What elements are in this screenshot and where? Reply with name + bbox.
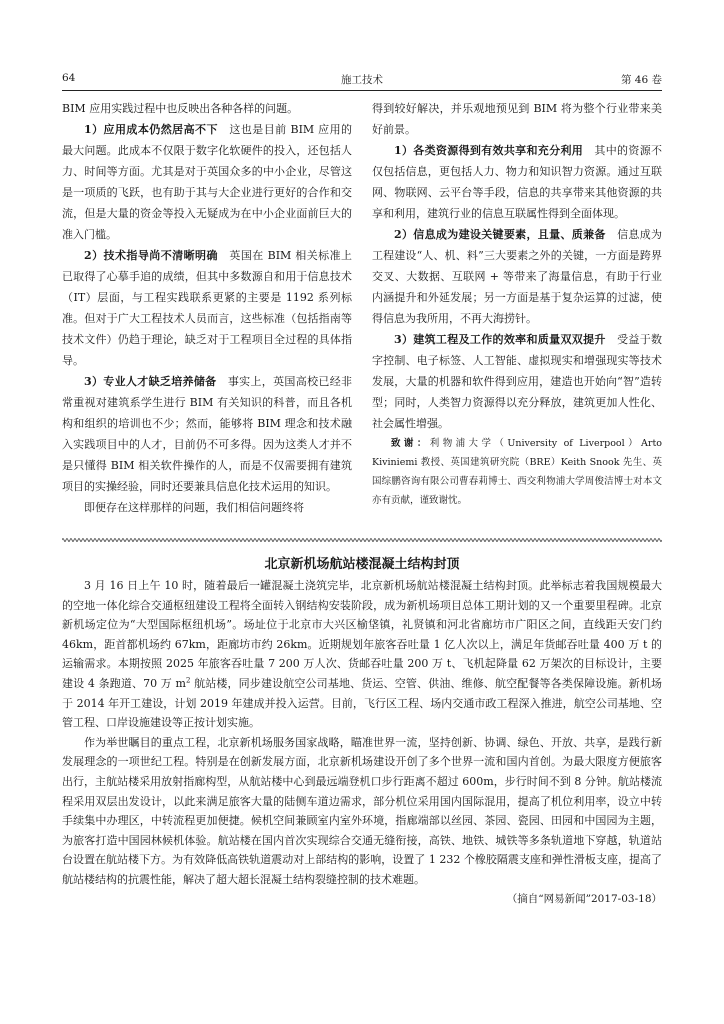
acknowledgement xyxy=(372,434,662,510)
point-heading: 3）专业人才缺乏培养储备 xyxy=(84,375,217,388)
point-body: 信息成为工程建设“人、机、料”三大要素之外的关键，一方面是跨界交叉、大数据、互联网 + 等带来了海量信息，有助于行业内涵提升和外延发展；另一方面是基于复杂运算的过滤，使得信息为我所用，不再大海捞针。 xyxy=(372,228,663,325)
news-article xyxy=(62,576,662,909)
paragraph xyxy=(372,329,662,434)
acknowledgement-heading: 致谢： xyxy=(391,438,430,449)
running-header xyxy=(62,72,662,88)
paragraph xyxy=(62,576,662,733)
point-heading: 2）信息成为建设关键要素，且量、质兼备 xyxy=(394,228,606,241)
paragraph xyxy=(372,140,662,224)
volume-label: 第 46 卷 xyxy=(620,74,662,86)
right-column xyxy=(372,98,662,510)
news-text: 3 月 16 日上午 10 时，随着最后一罐混凝土浇筑完毕，北京新机场航站楼混凝土结构封顶。此举标志着我国规模最大的空地一体化综合交通枢纽建设工程将全面转入钢结构安装阶段，成为新机场项目总体工期计划的又一个重要里程碑。北京新机场定位为“大型国际枢纽机场”。场址位于北京市大兴区榆垡镇，礼贤镇和河北省廊坊市广阳区之间，直线距天安门约 46km，距首都机场约 67km，距廊坊市约 26km。近期规划年旅客吞吐量 1 亿人次以上，满足年货邮吞吐量 400 万 t 的运输需求。本期按照 2025 年旅客吞吐量 7 200 万人次、货邮吞吐量 200 万 t、飞机起降量 62 万架次的目标设计，主要建设 4 条跑道、70 万 m xyxy=(62,579,662,690)
superscript: 2 xyxy=(186,676,191,685)
paragraph: 即便存在这样那样的问题，我们相信问题终将 xyxy=(84,501,304,514)
paragraph: BIM 应用实践过程中也反映出各种各样的问题。 xyxy=(62,102,299,115)
header-rule xyxy=(62,90,662,91)
point-heading: 1）应用成本仍然居高不下 xyxy=(84,123,218,136)
point-body: 这也是目前 BIM 应用的最大问题。此成本不仅限于数字化软硬件的投入，还包括人力、时间等方面。尤其是对于英国众多的中小企业，尽管这是一项质的飞跃，也有助于其与大企业进行更好的合作和交流，但是大量的资金等投入无疑成为在中小企业面前巨大的准入门槛。 xyxy=(62,123,353,241)
wavy-separator xyxy=(62,536,662,544)
page-number: 64 xyxy=(62,72,76,84)
paragraph xyxy=(62,119,352,245)
news-source: （摘自“网易新闻”2017-03-18） xyxy=(506,892,662,905)
point-heading: 3）建筑工程及工作的效率和质量双双提升 xyxy=(394,333,606,346)
left-column xyxy=(62,98,352,518)
journal-name: 施工技术 xyxy=(341,74,383,86)
point-body: 英国在 BIM 相关标准上已取得了心摹手追的成绩，但其中多数源自和用于信息技术（IT）层面，与工程实践联系更紧的主要是 1192 系列标准。但对于广大工程技术人员而言，这些标准（包括指南等技术文件）仍趋于理论，缺乏对于工程项目全过程的具体指导。 xyxy=(62,249,353,367)
paragraph: 得到较好解决，并乐观地预见到 BIM 将为整个行业带来美好前景。 xyxy=(372,102,662,136)
point-heading: 2）技术指导尚不清晰明确 xyxy=(84,249,218,262)
paragraph xyxy=(372,224,662,329)
acknowledgement-body: 利物浦大学（University of Liverpool）Arto Kiviniemi 教授、英国建筑研究院（BRE）Keith Snook 先生、英国综鹏咨询有限公司曹春莉博士、西交利物浦大学周俊洁博士对本文亦有贡献，谨致谢忱。 xyxy=(372,438,662,506)
point-body: 受益于数字控制、电子标签、人工智能、虚拟现实和增强现实等技术发展，大量的机器和软件得到应用，建造也开始向“智”造转型；同时，人类智力资源得以充分释放，建筑更加人性化、社会属性增强。 xyxy=(372,333,663,430)
point-body: 事实上，英国高校已经非常重视对建筑系学生进行 BIM 有关知识的科普，而且各机构和组织的培训也不少；然而，能够将 BIM 理念和技术融入实践项目中的人才，目前仍不可多得。因为这类人才并不是只懂得 BIM 相关软件操作的人，而是不仅需要拥有建筑项目的实操经验，同时还要兼具信息化技术运用的知识。 xyxy=(62,375,353,493)
news-title: 北京新机场航站楼混凝土结构封顶 xyxy=(264,557,460,572)
paragraph xyxy=(62,245,352,371)
news-text: 航站楼，同步建设航空公司基地、货运、空管、供油、维修、航空配餐等各类保障设施。新机场于 2014 年开工建设，计划 2019 年建成并投入运营。目前，飞行区工程、场内交通市政工程深入推进，航空公司基地、空管工程、口岸设施建设等正按计划实施。 xyxy=(62,676,662,730)
point-body: 其中的资源不仅包括信息，更包括人力、物力和知识智力资源。通过互联网、物联网、云平台等手段，信息的共享带来其他资源的共享和利用，建筑行业的信息互联属性得到全面体现。 xyxy=(372,144,663,220)
point-heading: 1）各类资源得到有效共享和充分利用 xyxy=(394,144,584,157)
paragraph: 作为举世瞩目的重点工程，北京新机场服务国家战略，瞄准世界一流，坚持创新、协调、绿色、开放、共享，是践行新发展理念的一项世纪工程。特别是在创新发展方面，北京新机场建设开创了多个世界一流和国内首创。为最大限度方便旅客出行，主航站楼采用放射指廊构型，从航站楼中心到最远端登机口步行距离不超过 600m，步行时间不到 8 分钟。航站楼流程采用双层出发设计，以此来满足旅客大量的陆侧车道边需求，部分机位采用国内国际混用，提高了机位利用率，设立中转手续集中办理区，中转流程更加便捷。候机空间兼顾室内室外环境，指廊端部以丝园、茶园、瓷园、田园和中国园为主题，为旅客打造中国园林候机体验。航站楼在国内首次实现综合交通无缝衔接，高铁、地铁、城铁等多条轨道地下穿越，轨道站台设置在航站楼下方。为有效降低高铁轨道震动对上部结构的影响，设置了 1 232 个橡胶隔震支座和弹性滑板支座，提高了航站楼结构的抗震性能，解决了超大超长混凝土结构裂缝控制的技术难题。 xyxy=(62,735,662,886)
paragraph xyxy=(62,371,352,497)
